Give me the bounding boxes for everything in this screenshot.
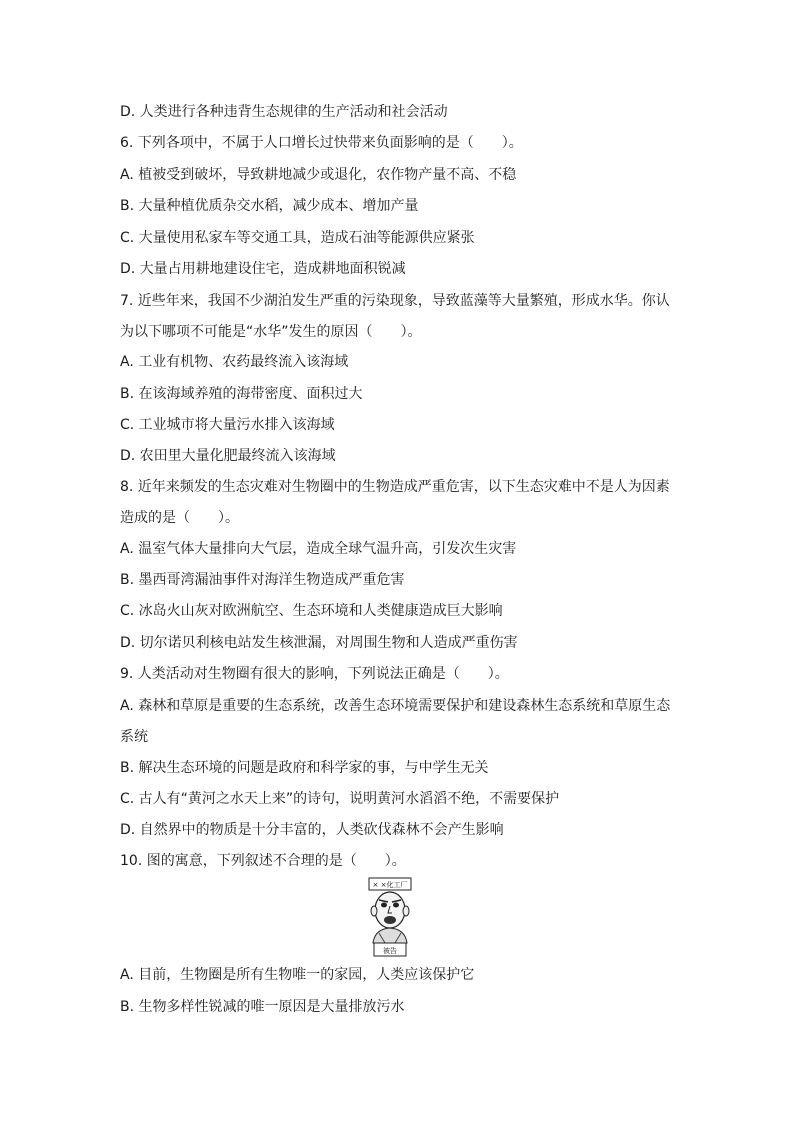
text-line: 6. 下列各项中，不属于人口增长过快带来负面影响的是（ ）。 [120, 135, 523, 151]
text-line: B. 墨西哥湾漏油事件对海洋生物造成严重危害 [120, 572, 405, 588]
text-line: D. 大量占用耕地建设住宅，造成耕地面积锐减 [120, 261, 406, 277]
text-line: B. 大量种植优质杂交水稻，减少成本、增加产量 [120, 198, 419, 214]
text-line: B. 在该海域养殖的海带密度、面积过大 [120, 386, 363, 402]
text-line: D. 自然界中的物质是十分丰富的，人类砍伐森林不会产生影响 [120, 822, 504, 838]
text-line: B. 生物多样性锐减的唯一原因是大量排放污水 [120, 999, 405, 1015]
text-line: A. 植被受到破坏，导致耕地减少或退化，农作物产量不高、不稳 [120, 167, 517, 183]
defendant-board-text: 被告 [383, 947, 397, 955]
text-line: C. 古人有“黄河之水天上来”的诗句，说明黄河水滔滔不绝，不需要保护 [120, 791, 560, 807]
text-line: C. 工业城市将大量污水排入该海域 [120, 417, 335, 433]
cartoon-illustration [359, 877, 421, 957]
text-line: A. 森林和草原是重要的生态系统，改善生态环境需要保护和建设森林生态系统和草原生态 [120, 698, 671, 714]
text-line: A. 目前，生物圈是所有生物唯一的家园，人类应该保护它 [120, 967, 475, 983]
text-line: 造成的是（ ）。 [120, 510, 239, 526]
text-line: D. 人类进行各种违背生态规律的生产活动和社会活动 [120, 104, 448, 120]
text-line: D. 农田里大量化肥最终流入该海域 [120, 448, 336, 464]
text-line: A. 温室气体大量排向大气层，造成全球气温升高，引发次生灾害 [120, 541, 517, 557]
cartoon-figure [359, 877, 421, 957]
text-line: C. 大量使用私家车等交通工具，造成石油等能源供应紧张 [120, 230, 475, 246]
text-line: 为以下哪项不可能是“水华”发生的原因（ ）。 [120, 324, 422, 340]
text-line: 7. 近些年来，我国不少湖泊发生严重的污染现象，导致蓝藻等大量繁殖，形成水华。你认 [120, 293, 670, 309]
text-line: C. 冰岛火山灰对欧洲航空、生态环境和人类健康造成巨大影响 [120, 603, 503, 619]
factory-sign-text: × ×化工厂 [372, 881, 408, 889]
text-line: 8. 近年来频发的生态灾难对生物圈中的生物造成严重危害，以下生态灾难中不是人为因素 [120, 479, 670, 495]
text-line: D. 切尔诺贝利核电站发生核泄漏，对周围生物和人造成严重伤害 [120, 635, 518, 651]
text-line: 系统 [120, 729, 148, 745]
text-line: A. 工业有机物、农药最终流入该海域 [120, 354, 349, 370]
text-line: 9. 人类活动对生物圈有很大的影响，下列说法正确是（ ）。 [120, 666, 509, 682]
text-line: 10. 图的寓意，下列叙述不合理的是（ ）。 [120, 853, 406, 869]
text-line: B. 解决生态环境的问题是政府和科学家的事，与中学生无关 [120, 760, 489, 776]
